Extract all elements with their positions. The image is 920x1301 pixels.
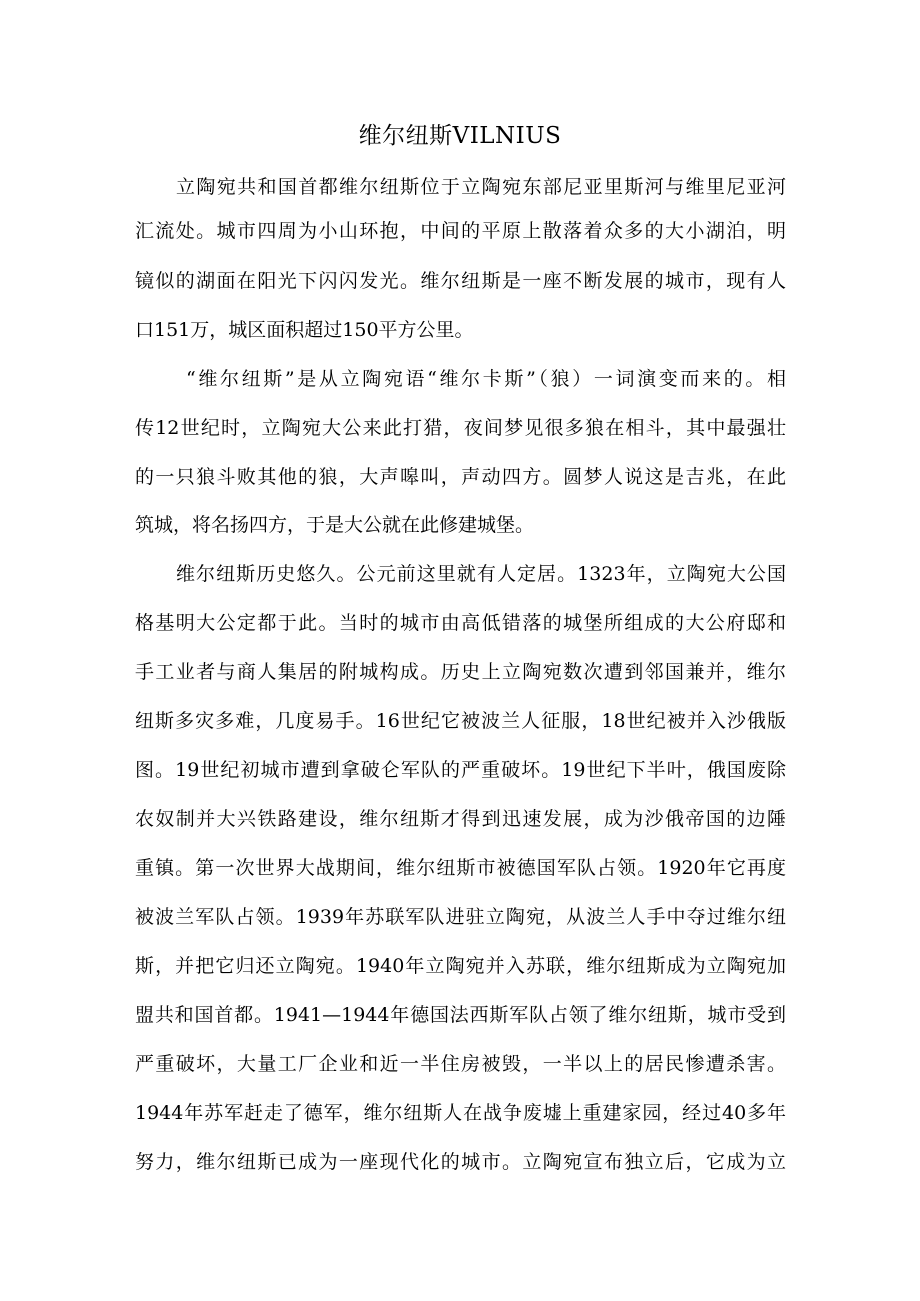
paragraph-1-line-2: 汇流处。城市四周为小山环抱，中间的平原上散落着众多的大小湖泊，明 — [135, 220, 786, 242]
paragraph-3-line-6: 农奴制并大兴铁路建设，维尔纽斯才得到迅速发展，成为沙俄帝国的边陲 — [135, 808, 786, 830]
paragraph-1-line-1: 立陶宛共和国首都维尔纽斯位于立陶宛东部尼亚里斯河与维里尼亚河 — [176, 176, 786, 198]
paragraph-3-line-7: 重镇。第一次世界大战期间，维尔纽斯市被德国军队占领。1920年它再度 — [135, 857, 786, 879]
paragraph-2-line-2: 传12世纪时，立陶宛大公来此打猎，夜间梦见很多狼在相斗，其中最强壮 — [135, 417, 786, 439]
paragraph-3-line-9: 斯，并把它归还立陶宛。1940年立陶宛并入苏联，维尔纽斯成为立陶宛加 — [135, 955, 786, 977]
paragraph-3-line-11: 严重破坏，大量工厂企业和近一半住房被毁，一半以上的居民惨遭杀害。 — [135, 1053, 786, 1075]
paragraph-2-line-1: “维尔纽斯”是从立陶宛语“维尔卡斯”（狼）一词演变而来的。相 — [186, 368, 786, 390]
paragraph-3-line-4: 纽斯多灾多难，几度易手。16世纪它被波兰人征服，18世纪被并入沙俄版 — [135, 710, 786, 732]
paragraph-1-line-4: 口151万，城区面积超过150平方公里。 — [135, 319, 474, 341]
paragraph-3-line-13: 努力，维尔纽斯已成为一座现代化的城市。立陶宛宣布独立后，它成为立 — [135, 1151, 786, 1173]
paragraph-3-line-10: 盟共和国首都。1941—1944年德国法西斯军队占领了维尔纽斯，城市受到 — [135, 1004, 786, 1026]
paragraph-3-line-1: 维尔纽斯历史悠久。公元前这里就有人定居。1323年，立陶宛大公国 — [176, 563, 786, 585]
paragraph-1-line-3: 镜似的湖面在阳光下闪闪发光。维尔纽斯是一座不断发展的城市，现有人 — [135, 270, 786, 292]
paragraph-2-line-4: 筑城，将名扬四方，于是大公就在此修建城堡。 — [135, 514, 535, 536]
paragraph-3-line-5: 图。19世纪初城市遭到拿破仑军队的严重破坏。19世纪下半叶，俄国废除 — [135, 759, 786, 781]
paragraph-3-line-3: 手工业者与商人集居的附城构成。历史上立陶宛数次遭到邻国兼并，维尔 — [135, 661, 786, 683]
paragraph-2-line-3: 的一只狼斗败其他的狼，大声嗥叫，声动四方。圆梦人说这是吉兆，在此 — [135, 466, 786, 488]
paragraph-3-line-8: 被波兰军队占领。1939年苏联军队进驻立陶宛，从波兰人手中夺过维尔纽 — [135, 906, 786, 928]
paragraph-3-line-12: 1944年苏军赶走了德军，维尔纽斯人在战争废墟上重建家园，经过40多年 — [135, 1102, 786, 1124]
document-title: 维尔纽斯VILNIUS — [358, 123, 562, 149]
paragraph-3-line-2: 格基明大公定都于此。当时的城市由高低错落的城堡所组成的大公府邸和 — [135, 612, 786, 634]
